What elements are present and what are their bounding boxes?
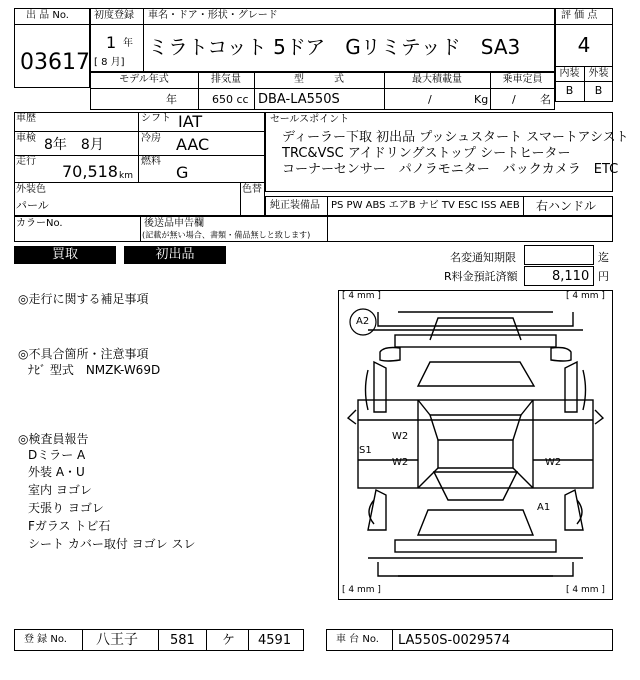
capacity-unit: 名 (540, 93, 551, 106)
buy-button[interactable]: 買取 (14, 246, 116, 264)
recycle-unit: 円 (598, 270, 609, 283)
lot-label: 出 品 No. (26, 10, 69, 21)
sales-point-label: セールスポイント (270, 114, 350, 125)
tire-depth-front-right: [ 4 mm ] (566, 291, 605, 301)
damage-mark-s1: S1 (359, 445, 372, 456)
fuel-label: 燃料 (141, 156, 161, 167)
tire-depth-rear-right: [ 4 mm ] (566, 585, 605, 595)
model-year-unit: 年 (166, 93, 177, 106)
shift-value: IAT (178, 112, 203, 131)
docs-label: 後送品申告欄 (144, 218, 204, 229)
damage-mark-a2: A2 (356, 316, 370, 327)
first-listing-button[interactable]: 初出品 (124, 246, 226, 264)
score-value: 4 (577, 33, 591, 57)
lot-number: 03617 (20, 50, 90, 75)
inspector-line-5: Fガラス トビ石 (28, 519, 111, 533)
chassis-label: 車 台 No. (336, 634, 379, 645)
inspector-title: ◎検査員報告 (18, 432, 89, 446)
tire-depth-rear-left: [ 4 mm ] (342, 585, 381, 595)
ac-label: 冷房 (141, 133, 161, 144)
deadline-box (524, 245, 594, 265)
mileage-value: 70,518 (62, 162, 118, 181)
model-value: DBA-LA550S (258, 92, 340, 107)
sales-point-line-2: TRC&VSC アイドリングストップ シートヒーター (282, 146, 571, 161)
interior-grade: B (565, 84, 574, 97)
name-label: 車名・ドア・形状・グレード (148, 10, 278, 21)
reg-label: 初度登録 (94, 10, 134, 21)
inspector-line-6: シート カバー取付 ヨゴレ スレ (28, 537, 196, 551)
ext-color-label: 外装色 (16, 184, 46, 195)
registration-class: 581 (170, 633, 195, 648)
tire-depth-front-left: [ 4 mm ] (342, 291, 381, 301)
inspection-label: 車検 (16, 133, 36, 144)
max-load-header: 最大積載量 (412, 74, 462, 85)
equipment-label: 純正装備品 (270, 200, 320, 211)
inspector-line-3: 室内 ヨゴレ (28, 483, 92, 497)
deadline-label: 名変通知期限 (450, 251, 516, 264)
displacement-header: 排気量 (211, 74, 241, 85)
steering-value: 右ハンドル (536, 199, 597, 213)
ac-value: AAC (176, 135, 210, 154)
registration-number: 4591 (258, 633, 292, 648)
fuel-value: G (176, 163, 189, 182)
inspector-line-2: 外装 A・U (28, 465, 85, 479)
max-load-unit: Kg (474, 93, 489, 106)
sales-point-line-1: ディーラー下取 初出品 プッシュスタート スマートアシスト (282, 130, 629, 145)
reg-year: 1 (106, 33, 117, 52)
color-change-label: 色替 (242, 184, 262, 195)
equipment-items: PS PW ABS エアB ナビ TV ESC ISS AEB (331, 200, 520, 211)
registration-kana: ケ (222, 633, 236, 648)
inspector-line-4: 天張り ヨゴレ (28, 501, 104, 515)
deadline-unit: 迄 (598, 251, 609, 264)
capacity-sep: / (512, 93, 516, 106)
mileage-unit: km (119, 171, 133, 181)
max-load-sep: / (428, 93, 432, 106)
displacement-value: 650 cc (212, 93, 249, 106)
damage-mark-a1: A1 (537, 502, 551, 513)
damage-mark-w2-left-rear: W2 (392, 457, 409, 468)
sales-point-line-3: コーナーセンサー パノラモニター バックカメラ ETC (282, 162, 619, 177)
reg-month: [ 8 月] (94, 57, 125, 68)
mileage-label: 走行 (16, 156, 36, 167)
score-label: 評 価 点 (561, 10, 598, 21)
interior-label: 内装 (559, 68, 580, 79)
recycle-label: R料金預託済額 (444, 270, 518, 283)
color-no-label: カラーNo. (16, 218, 63, 229)
recycle-value: 8,110 (552, 269, 590, 284)
shift-label: シフト (141, 113, 171, 124)
damage-mark-w2-right: W2 (545, 457, 562, 468)
defects-title: ◎不具合箇所・注意事項 (18, 347, 149, 361)
capacity-header: 乗車定員 (502, 74, 543, 85)
damage-mark-w2-left-front: W2 (392, 431, 409, 442)
ext-color-value: パール (16, 199, 49, 212)
details-box (14, 112, 265, 216)
exterior-label: 外装 (588, 68, 609, 79)
reg-year-unit: 年 (123, 38, 133, 49)
driving-remarks-title: ◎走行に関する補足事項 (18, 292, 149, 306)
chassis-number: LA550S-0029574 (398, 633, 511, 648)
model-year-header: モデル年式 (119, 74, 169, 85)
exterior-grade: B (594, 84, 603, 97)
registration-label: 登 録 No. (24, 634, 67, 645)
car-outline (338, 290, 613, 600)
inspector-line-1: Dミラー A (28, 448, 86, 462)
model-header: 型 式 (294, 74, 344, 85)
car-name: ミラトコット 5ドア Gリミテッド SA3 (148, 35, 521, 59)
docs-note: (記載が無い場合、書類・備品無しと致します) (142, 231, 311, 241)
registration-place: 八王子 (96, 632, 138, 648)
defects-line-1: ﾅﾋﾞ 型式 NMZK-W69D (28, 363, 161, 377)
history-label: 車歴 (16, 113, 36, 124)
color-docs-box (14, 216, 613, 242)
inspection-value: 8年 8月 (44, 137, 104, 153)
